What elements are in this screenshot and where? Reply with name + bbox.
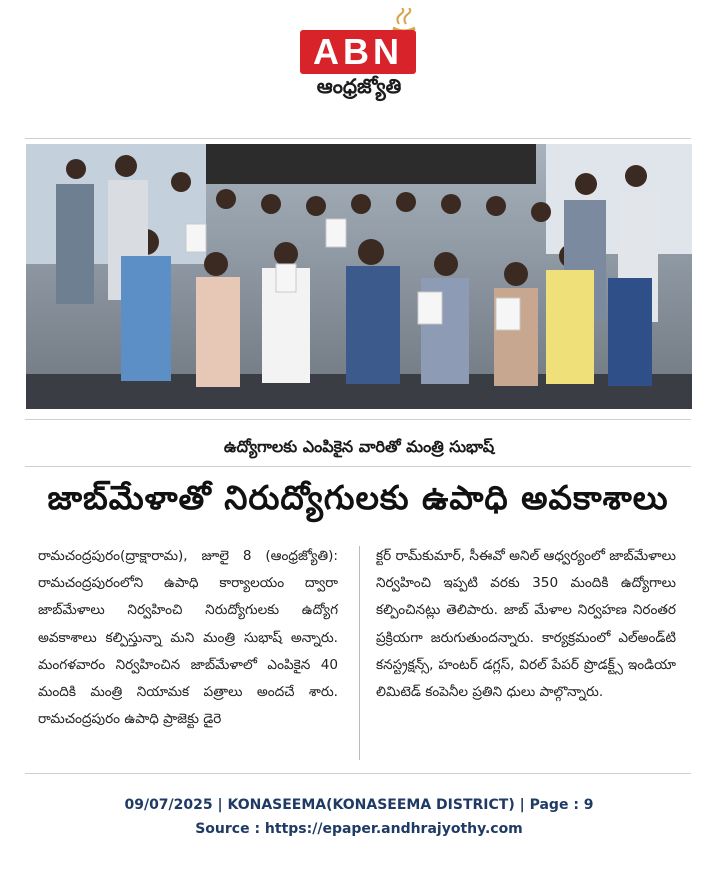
abn-andhrajyothy-logo: [297, 8, 421, 100]
footer-rule: [25, 773, 691, 774]
caption-bottom-rule: [25, 466, 691, 467]
paper-name: ఆంధ్రజ్యోతి: [316, 74, 402, 98]
article-headline: జాబ్‌మేళాతో నిరుద్యోగులకు ఉపాధి అవకాశాలు: [47, 478, 669, 517]
steam-cup-icon: [389, 8, 419, 32]
group-photo-illustration: [26, 144, 692, 409]
article-photo: [26, 144, 692, 409]
photo-caption: ఉద్యోగాలకు ఎంపికైన వారితో మంత్రి సుభాష్: [223, 437, 495, 456]
caption-top-rule: [25, 419, 691, 420]
footer-dateline: 09/07/2025 | KONASEEMA(KONASEEMA DISTRICT) | Page : 9: [124, 797, 594, 813]
article-column-left: [38, 543, 338, 733]
article-column-right: [376, 543, 676, 706]
top-rule: [25, 138, 691, 139]
article-paragraph-right: క్టర్ రామ్‌కుమార్, సీఈవో అనిల్ ఆధ్వర్యంలో జాబ్‌మేళాలు నిర్వహించి ఇప్పటి వరకు 350 మందికి ఉద్యోగాలు కల్పించినట్లు తెలిపారు. జాబ్ మేళాల నిర్వహణ నిరంతర ప్రక్రియగా జరుగుతుందన్నారు. కార్యక్రమంలో ఎల్అండ్‌టి కనస్ట్రక్షన్స్, హంటర్ డగ్లస్, విరల్ పేపర్ ప్రొడక్ట్స్ ఇండియా లిమిటెడ్ కంపెనీల ప్రతిని ధులు పాల్గొన్నారు.: [376, 548, 676, 701]
article-paragraph-left: రామచంద్రపురం(ద్రాక్షారామ), జూలై 8 (ఆంధ్రజ్యోతి): రామచంద్రపురంలోని ఉపాధి కార్యాలయం ద్వారా జాబ్‌మేళాలు నిర్వహించి నిరుద్యోగులకు ఉద్యోగ అవకాశాలు కల్పిస్తున్నా మని మంత్రి సుభాష్ అన్నారు. మంగళవారం నిర్వహించిన జాబ్‌మేళాలో ఎంపికైన 40 మందికి మంత్రి నియామక పత్రాలు అందచే శారు. రామచంద్రపురం ఉపాధి ప్రాజెక్టు డైరె: [38, 548, 338, 728]
brand-text: ABN: [313, 31, 403, 72]
brand-box: [300, 30, 416, 74]
footer-source: Source : https://epaper.andhrajyothy.com: [195, 821, 523, 837]
column-divider: [359, 546, 360, 760]
